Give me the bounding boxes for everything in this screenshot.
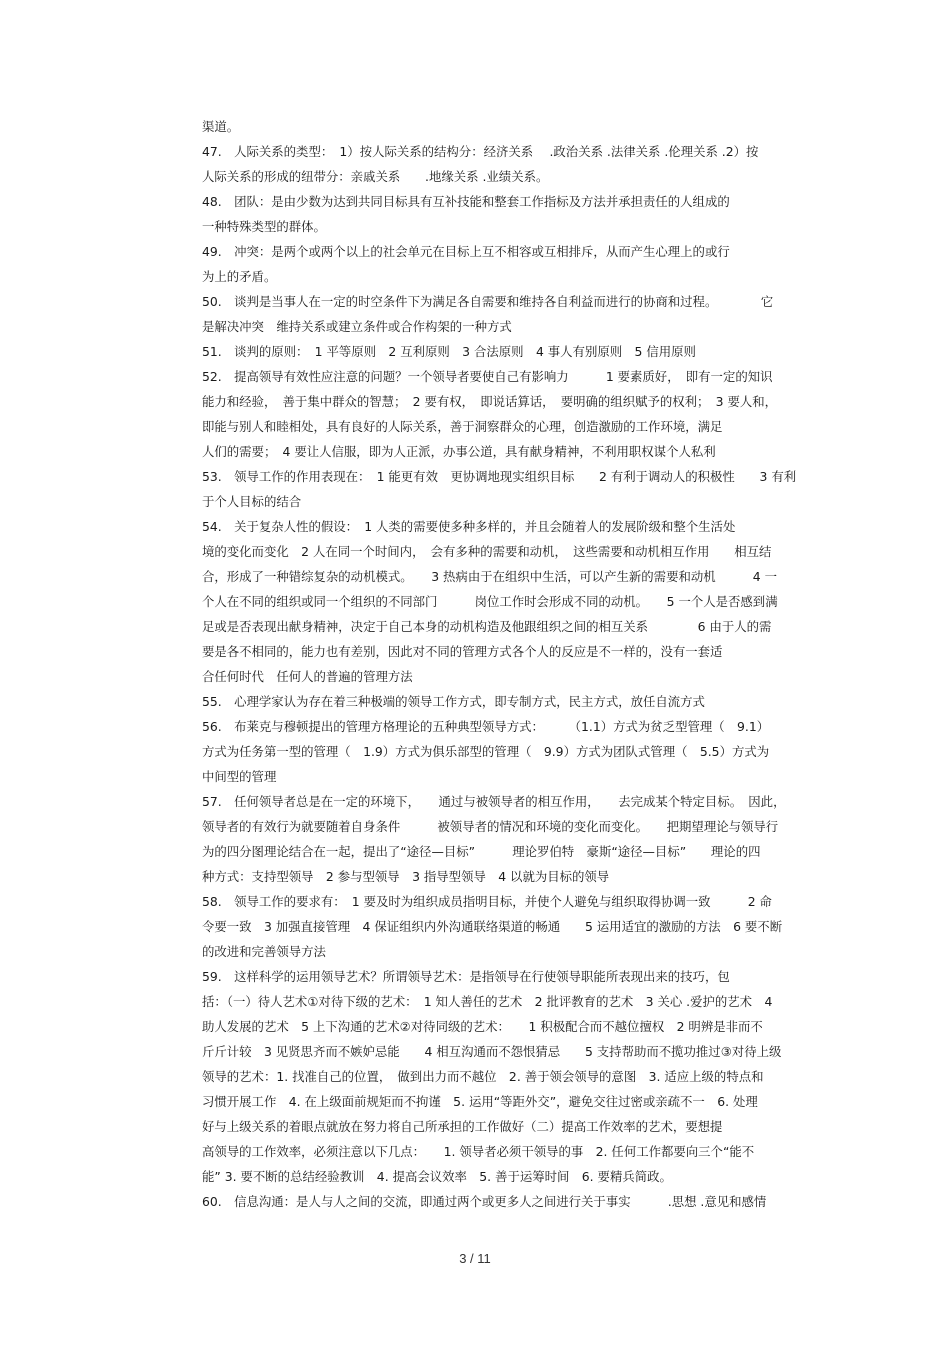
text-line: 为的四分图理论结合在一起，提出了“途径—目标” 理论罗伯特 豪斯“途径—目标” 理论的四 [202, 844, 761, 859]
text-line: 领导者的有效行为就要随着自身条件 被领导者的情况和环境的变化而变化。 把期望理论与领导行 [202, 819, 779, 834]
text-line: 括：（一）待人艺术①对待下级的艺术： 1 知人善任的艺术 2 批评教育的艺术 3 关心 .爱护的艺术 4 [202, 994, 773, 1009]
text-line: 60. 信息沟通：是人与人之间的交流，即通过两个或更多人之间进行关于事实 .思想 .意见和感情 [202, 1194, 767, 1209]
text-line: 即能与别人和睦相处，具有良好的人际关系，善于洞察群众的心理，创造激励的工作环境，满足 [202, 419, 723, 434]
text-line: 好与上级关系的着眼点就放在努力将自己所承担的工作做好（二）提高工作效率的艺术，要想提 [202, 1119, 723, 1134]
page-number: 3 / 11 [459, 1251, 491, 1266]
text-line: 能力和经验， 善于集中群众的智慧； 2 要有权， 即说话算话， 要明确的组织赋予的权利； 3 要人和， [202, 394, 778, 409]
text-line: 习惯开展工作 4. 在上级面前规矩而不拘谨 5. 运用“等距外交”，避免交往过密或亲疏不一 6. 处理 [202, 1094, 758, 1109]
text-line: 55. 心理学家认为存在着三种极端的领导工作方式，即专制方式，民主方式，放任自流方式 [202, 694, 705, 709]
text-line: 能” 3. 要不断的总结经验教训 4. 提高会议效率 5. 善于运筹时间 6. 要精兵简政。 [202, 1169, 672, 1184]
text-line: 59. 这样科学的运用领导艺术？所谓领导艺术：是指领导在行使领导职能所表现出来的技巧，包 [202, 969, 730, 984]
text-line: 中间型的管理 [202, 769, 277, 784]
text-line: 53. 领导工作的作用表现在： 1 能更有效 更协调地现实组织目标 2 有利于调动人的积极性 3 有利 [202, 469, 797, 484]
text-line: 高领导的工作效率，必须注意以下几点： 1. 领导者必须干领导的事 2. 任何工作都要向三个“能不 [202, 1144, 755, 1159]
text-line: 是解决冲突 维持关系或建立条件或合作构架的一种方式 [202, 319, 512, 334]
text-line: 合，形成了一种错综复杂的动机模式。 3 热病由于在组织中生活，可以产生新的需要和动机 4 一 [202, 569, 778, 584]
text-line: 要是各不相同的，能力也有差别，因此对不同的管理方式各个人的反应是不一样的，没有一套适 [202, 644, 723, 659]
text-line: 渠道。 [202, 119, 240, 134]
text-line: 足或是否表现出献身精神，决定于自己本身的动机构造及他跟组织之间的相互关系 6 由于人的需 [202, 619, 772, 634]
text-line: 47. 人际关系的类型： 1）按人际关系的结构分：经济关系 .政治关系 .法律关系 .伦理关系 .2）按 [202, 144, 759, 159]
text-line: 49. 冲突：是两个或两个以上的社会单元在目标上互不相容或互相排斥，从而产生心理上的或行 [202, 244, 730, 259]
text-line: 方式为任务第一型的管理（ 1.9）方式为俱乐部型的管理（ 9.9）方式为团队式管理（ 5.5）方式为 [202, 744, 770, 759]
text-line: 一种特殊类型的群体。 [202, 219, 326, 234]
text-line: 的改进和完善领导方法 [202, 944, 326, 959]
text-line: 54. 关于复杂人性的假设： 1 人类的需要使多种多样的，并且会随着人的发展阶级和整个生活处 [202, 519, 736, 534]
text-line: 56. 布莱克与穆顿提出的管理方格理论的五种典型领导方式： （1.1）方式为贫乏型管理（ 9.1） [202, 719, 770, 734]
text-line: 境的变化而变化 2 人在同一个时间内， 会有多种的需要和动机， 这些需要和动机相互作用 相互结 [202, 544, 772, 559]
text-line: 57. 任何领导者总是在一定的环境下， 通过与被领导者的相互作用， 去完成某个特定目标。 因此， [202, 794, 786, 809]
text-line: 种方式：支持型领导 2 参与型领导 3 指导型领导 4 以就为目标的领导 [202, 869, 610, 884]
text-line: 人际关系的形成的纽带分：亲戚关系 .地缘关系 .业绩关系。 [202, 169, 549, 184]
text-line: 58. 领导工作的要求有： 1 要及时为组织成员指明目标，并使个人避免与组织取得协调一致 2 命 [202, 894, 772, 909]
text-line: 为上的矛盾。 [202, 269, 277, 284]
text-line: 人们的需要； 4 要让人信服，即为人正派，办事公道，具有献身精神，不利用职权谋个人私利 [202, 444, 716, 459]
text-line: 令要一致 3 加强直接管理 4 保证组织内外沟通联络渠道的畅通 5 运用适宜的激励的方法 6 要不断 [202, 919, 783, 934]
text-line: 于个人目标的结合 [202, 494, 302, 509]
text-line: 个人在不同的组织或同一个组织的不同部门 岗位工作时会形成不同的动机。 5 一个人是否感到满 [202, 594, 778, 609]
text-line: 助人发展的艺术 5 上下沟通的艺术②对待同级的艺术： 1 积极配合而不越位擅权 2 明辨是非而不 [202, 1019, 763, 1034]
text-line: 领导的艺术：1. 找准自己的位置， 做到出力而不越位 2. 善于领会领导的意图 3. 适应上级的特点和 [202, 1069, 764, 1084]
text-line: 50. 谈判是当事人在一定的时空条件下为满足各自需要和维持各自利益而进行的协商和过程。 它 [202, 294, 774, 309]
text-line: 48. 团队：是由少数为达到共同目标具有互补技能和整套工作指标及方法并承担责任的人组成的 [202, 194, 730, 209]
text-line: 51. 谈判的原则： 1 平等原则 2 互利原则 3 合法原则 4 事人有别原则 5 信用原则 [202, 344, 696, 359]
document-body [202, 114, 806, 1214]
text-line: 斤斤计较 3 见贤思齐而不嫉妒忌能 4 相互沟通而不怨恨猜忌 5 支持帮助而不揽功推过③对待上级 [202, 1044, 782, 1059]
text-line: 52. 提高领导有效性应注意的问题？一个领导者要使自己有影响力 1 要素质好， 即有一定的知识 [202, 369, 773, 384]
text-line: 合任何时代 任何人的普遍的管理方法 [202, 669, 413, 684]
